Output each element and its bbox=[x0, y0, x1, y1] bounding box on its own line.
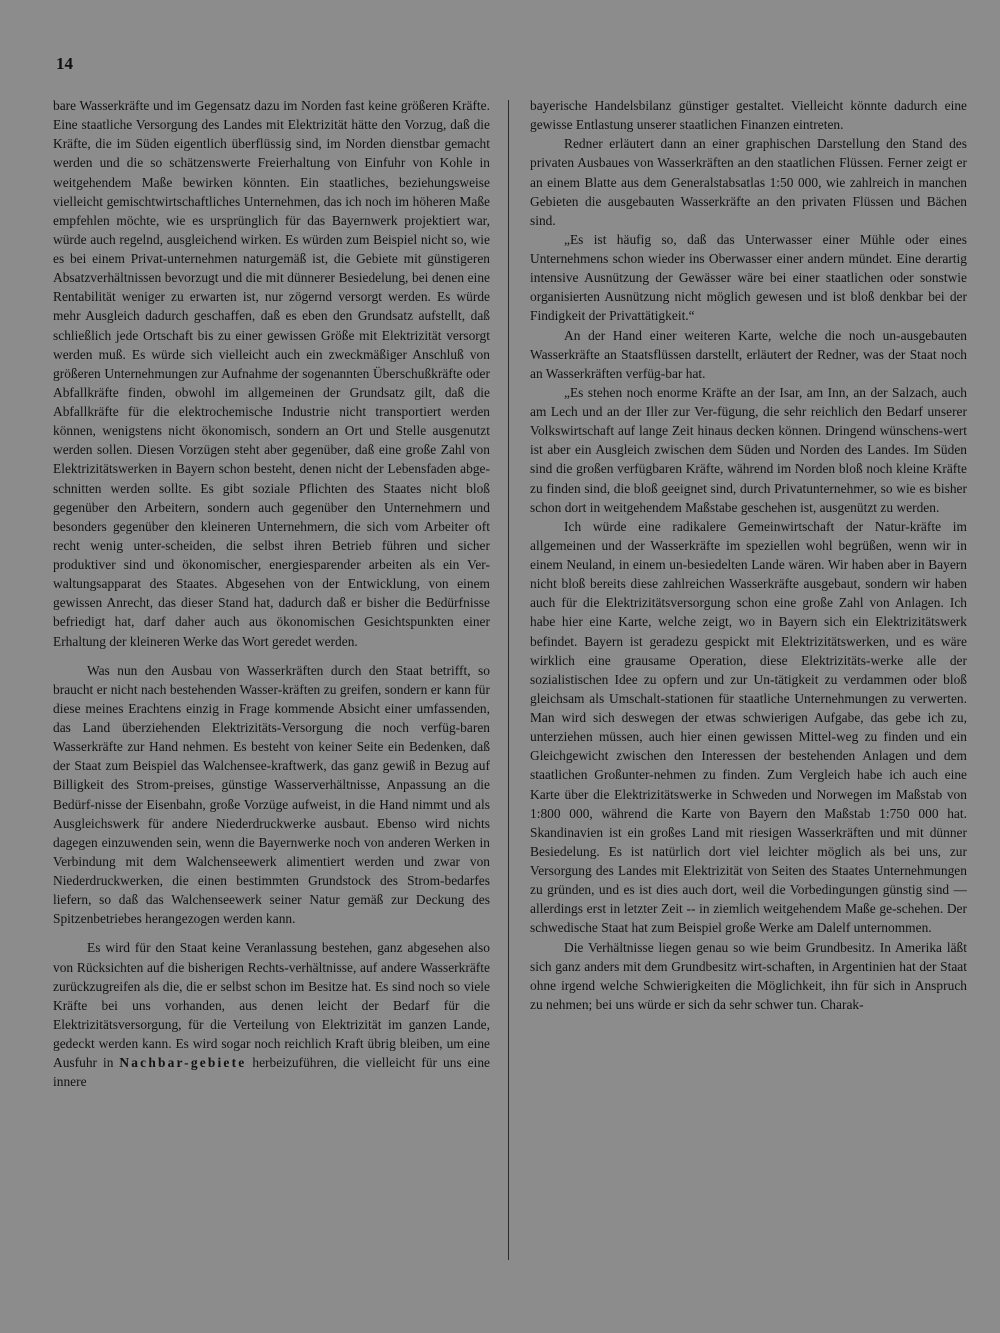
quote-paragraph: „Es ist häufig so, daß das Unterwasser einer Mühle oder eines Unternehmens schon wieder ins Oberwasser einer andern mündet. Eine derartig intensive Ausnützung der Gewässer wäre bei einer staatlichen oder sonstwie organisierten Ausnützung nicht möglich gewesen und ist bloß denkbar bei der Findigkeit der Privattätigkeit.“ bbox=[530, 231, 967, 324]
paragraph: Ich würde eine radikalere Gemeinwirtschaft der Natur-kräfte im allgemeinen und der Wasserkräfte im speziellen wohl begrüßen, wenn wir in einem Neuland, in einem un-besiedelten Lande wären. Wir haben aber in Bayern nicht bloß bereits diese zahlreichen Wasserkräfte ausgebaut, sondern wir haben auch für die Elektrizitätsversorgung schon eine große Zahl von Anlagen. Ich habe hier eine Karte, welche zeigt, wo in Bayern sich ein Elektrizitätswerk befindet. Bayern ist geradezu gespickt mit Elektrizitätswerken, und es wäre wirklich eine grausame Operation, diese Elektrizitäts-werke alle der sozialistischen Idee zu opfern und zur Un-tätigkeit zu verdammen oder bloß gleichsam als Umschalt-stationen für staatliche Unternehmungen zu verwerten. Man wird sich deswegen der etwas schwierigen Aufgabe, das gebe ich zu, unterziehen müssen, auch hier einen gewissen Mittel-weg zu finden und ein Gleichgewicht zwischen den Interessen der bestehenden Anlagen und dem staatlichen Großunter-nehmen zu finden. Zum Vergleich habe ich auch eine Karte über die Elektrizitätswerke in Schweden und Norwegen im Maßstab von 1:800 000, während die Karte von Bayern den Maßstab 1:750 000 hat. Skandinavien ist ein großes Land mit riesigen Wasserkräften und mit dünner Besiedelung. Es ist natürlich dort viel leichter möglich als bei uns, zur Versorgung des Landes mit Elektrizität von Seiten des Staates Unternehmungen zu gründen, und es ist dies auch dort, weil die Vorbedingungen günstig sind — allerdings erst in letzter Zeit -- in ziemlich weitgehendem Maße ge-schehen. Der schwedische Staat hat zum Beispiel große Werke am Dalelf unternommen. bbox=[530, 518, 967, 936]
paragraph: Was nun den Ausbau von Wasserkräften durch den Staat betrifft, so braucht er nicht nach bestehenden Wasser-kräften zu greifen, sondern er kann für diese meines Erachtens einzig in Frage kommende Absicht einer umfassenden, das Land überziehenden Elektrizitäts-Versorgung die noch verfüg-baren Wasserkräfte zur Hand nehmen. Es besteht von keiner Seite ein Bedenken, daß der Staat zum Beispiel das Walchensee-kraftwerk, das ganz gewiß in Bezug auf Billigkeit des Strom-preises, günstige Wasserverhältnisse, Anpassung an die Bedürf-nisse der Eisenbahn, große Vorzüge aufweist, in die Hand nimmt und als Ausgleichswerk für andere Niederdruckwerke ausbaut. Ebenso wird nichts dagegen einzuwenden sein, wenn die Bayernwerke noch von anderen Werken in Verbindung mit dem Walchenseewerk alimentiert werden und zwar von Niederdruckwerken, die einen bestimmten Grundstock des Strom-bedarfes liefern, so daß das Walchenseewerk seiner Natur gemäß zur Deckung des Spitzenbetriebes herangezogen werden kann. bbox=[53, 662, 490, 927]
paragraph-text: herbeizuführen, die vielleicht für uns eine innere bbox=[53, 1055, 490, 1090]
paragraph: An der Hand einer weiteren Karte, welche die noch un-ausgebauten Wasserkräfte an Staatsflüssen darstellt, erläutert der Redner, was der Staat noch an Wasserkräften verfüg-bar hat. bbox=[530, 327, 967, 381]
column-divider bbox=[508, 100, 509, 1260]
paragraph bbox=[53, 938, 490, 1091]
quote-paragraph: „Es stehen noch enorme Kräfte an der Isar, am Inn, an der Salzach, auch am Lech und an der Iller zur Ver-fügung, die sehr reichlich den Bedarf unserer Volkswirtschaft auf lange Zeit hinaus decken können. Dringend wünschens-wert ist aber ein Ausgleich zwischen dem Süden und Norden des Landes. Im Süden sind die großen verfügbaren Kräfte, während im Norden bloß noch kleine Kräfte zu finden sind, die bloß geeignet sind, durch Privatunternehmer, so wie es bisher schon dort in weitgehendem Maßstabe geschehen ist, ausgenützt zu werden. bbox=[530, 384, 967, 515]
paragraph-text: Es wird für den Staat keine Veranlassung bestehen, ganz abgesehen also von Rücksichten auf die bisherigen Rechts-verhältnisse, auf andere Wasserkräfte zurückzugreifen als die, die er selbst schon im Besitze hat. Es sind noch so viele Kräfte bei uns vorhanden, aus denen leicht der Bedarf für die Elektrizitätsversorgung, für die Verteilung von Elektrizität im ganzen Lande, gedeckt werden kann. Es wird sogar noch reichlich Kraft übrig bleiben, um eine Ausfuhr in bbox=[53, 940, 490, 1071]
left-column bbox=[53, 96, 490, 1266]
paragraph: Redner erläutert dann an einer graphischen Darstellung den Stand des privaten Ausbaues von Wasserkräften an den staatlichen Flüssen. Ferner zeigt er an einem Blatte aus dem Generalstabsatlas 1:50 000, wie zahlreich in manchen Gebieten die ausgebauten Wasserkräfte an den privaten Flüssen und Bächen sind. bbox=[530, 136, 967, 228]
page-number: 14 bbox=[56, 54, 73, 73]
paragraph: bayerische Handelsbilanz günstiger gestaltet. Vielleicht könnte dadurch eine gewisse Entlastung unserer staatlichen Finanzen eintreten. bbox=[530, 98, 967, 133]
paragraph: bare Wasserkräfte und im Gegensatz dazu im Norden fast keine größeren Kräfte. Eine staatliche Versorgung des Landes mit Elektrizität hätte den Vorzug, daß die Kräfte, die im Süden eigentlich überflüssig sind, im Norden dienstbar gemacht werden und die so schätzenswerte Freierhaltung von Einfuhr von Kohle in weitgehendem Maße bewirken könnten. Ein staatliches, beziehungsweise vielleicht gemischtwirtschaftliches Unternehmen, das ich noch im höheren Maße empfehlen möchte, wie es ursprünglich für das Bayernwerk projektiert war, würde auch regelnd, ausgleichend wirken. Es würden zum Beispiel nicht so, wie es bei einem Privat-unternehmen naturgemäß ist, die Gebiete mit günstigeren Absatzverhältnissen bevorzugt und die mit dünnerer Besiedelung, bei denen eine Rentabilität weniger zu erwarten ist, nur zögernd versorgt werden. Es würde mehr Ausgleich dadurch geschaffen, daß es eben den Grundsatz aufstellt, daß schließlich jede Ortschaft bis zu einer gewissen Größe mit Elektrizität versorgt werden muß. Es würde sich vielleicht auch ein zweckmäßiger Anschluß von größeren Unternehmungen zur Aufnahme der sogenannten Überschußkräfte oder Abfallkräfte finden, obwohl im allgemeinen der Grundsatz gilt, daß die Abfallkräfte für die elektrochemische Industrie nicht transportiert werden können, wenigstens nicht ökonomisch, sondern an Ort und Stelle ausgenutzt werden sollen. Diesen Vorzügen steht aber gegenüber, daß eine große Zahl von Elektrizitätswerken in Bayern schon besteht, denen nicht der Lebensfaden abge-schnitten werden sollte. Es gibt soziale Pflichten des Staates nicht bloß gegenüber den Arbeitern, sondern auch gegenüber den Unternehmern und besonders gegenüber den kleineren Unternehmern, die sich vom Arbeiter oft recht wenig unter-scheiden, die selbst ihren Betrieb führen und sicher produktiver sind und ökonomischer, energiesparender arbeiten als ein Ver-waltungsapparat des Staates. Abgesehen von der Entwicklung, von einem gewissen Anrecht, das dieser Stand hat, dadurch daß er bisher die Bedürfnisse befriedigt hat, darf daher auch aus ökonomischen Gesichtspunkten einer Erhaltung der kleineren Werke das Wort geredet werden. bbox=[53, 98, 490, 649]
right-column bbox=[530, 96, 967, 1266]
paragraph: Die Verhältnisse liegen genau so wie beim Grundbesitz. In Amerika läßt sich ganz anders mit dem Grundbesitz wirt-schaften, in Argentinien hat der Staat ohne irgend welche Schwierigkeiten die Möglichkeit, ihn für sich in Anspruch zu nehmen; bei uns würde er sich da sehr schwer tun. Charak- bbox=[530, 939, 967, 1012]
emphasized-text: Nachbar-gebiete bbox=[119, 1055, 247, 1071]
